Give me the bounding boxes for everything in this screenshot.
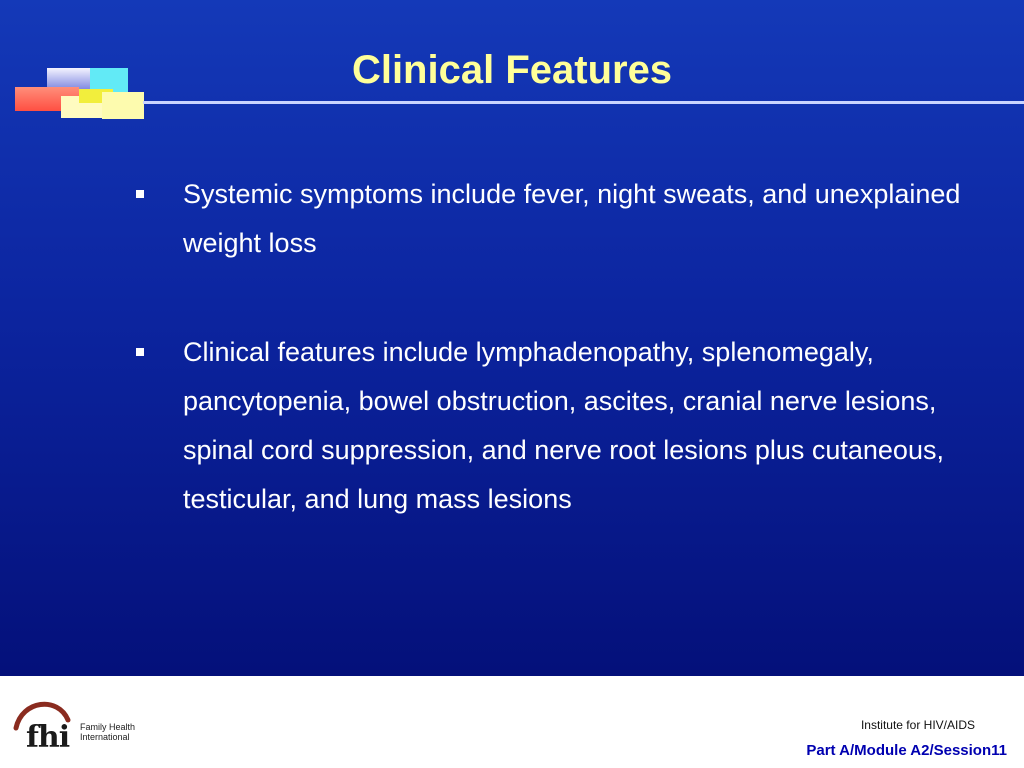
slide-footer — [0, 676, 1024, 768]
fhi-logo — [12, 694, 142, 756]
logo-name-line-1: Family Health — [80, 722, 136, 732]
decorative-block-pale-yellow — [102, 92, 144, 119]
logo-name-line-2: International — [80, 732, 130, 742]
bullet-item — [135, 170, 995, 268]
square-bullet-icon — [136, 348, 144, 356]
square-bullet-icon — [136, 190, 144, 198]
institute-label: Institute for HIV/AIDS — [860, 718, 975, 732]
logo-letters: fhi — [26, 720, 70, 755]
bullet-text: Systemic symptoms include fever, night sweats, and unexplained weight loss — [183, 179, 961, 258]
logo-organization-name — [80, 722, 150, 742]
slide-title: Clinical Features — [351, 48, 673, 92]
bullet-text: Clinical features include lymphadenopathy, splenomegaly, pancytopenia, bowel obstruction, ascites, cranial nerve lesions, spinal cord suppression, and nerve root lesions plus cutaneous, testicular, and lung mass lesions — [183, 337, 944, 514]
session-label: Part A/Module A2/Session11 — [806, 742, 1007, 759]
title-rule — [143, 101, 1024, 104]
bullet-list — [135, 170, 995, 584]
bullet-item — [135, 328, 995, 524]
